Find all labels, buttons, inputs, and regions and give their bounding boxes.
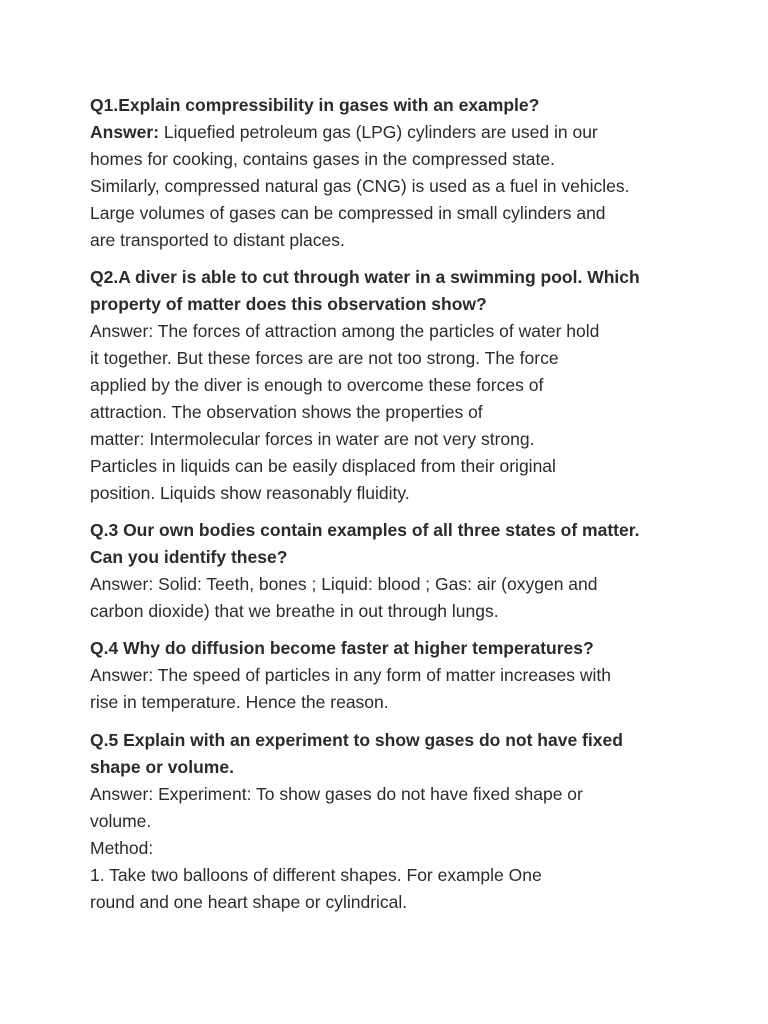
q4-answer-line-1: Answer: The speed of particles in any form of matter increases with xyxy=(90,665,612,685)
q4-question: Q.4 Why do diffusion become faster at higher temperatures? xyxy=(90,638,594,658)
q1-answer-line-3: Similarly, compressed natural gas (CNG) is used as a fuel in vehicles. xyxy=(90,176,630,196)
q5-answer-line-5: round and one heart shape or cylindrical. xyxy=(90,892,408,912)
q5-answer-line-2: volume. xyxy=(90,811,152,831)
q3-question-line-2: Can you identify these? xyxy=(90,547,288,567)
q3-question-line-1: Q.3 Our own bodies contain examples of all three states of matter. xyxy=(90,520,640,540)
q2-answer-line-6: Particles in liquids can be easily displaced from their original xyxy=(90,456,556,476)
q2-answer-line-7: position. Liquids show reasonably fluidity. xyxy=(90,483,410,503)
q1-answer-line-2: homes for cooking, contains gases in the compressed state. xyxy=(90,149,555,169)
q4-answer-line-2: rise in temperature. Hence the reason. xyxy=(90,692,389,712)
q5-answer-line-1: Answer: Experiment: To show gases do not have fixed shape or xyxy=(90,784,583,804)
q5-answer-line-3: Method: xyxy=(90,838,154,858)
q5-question-line-1: Q.5 Explain with an experiment to show gases do not have fixed xyxy=(90,730,623,750)
q5-answer-line-4: 1. Take two balloons of different shapes. For example One xyxy=(90,865,542,885)
q1-answer-line-4: Large volumes of gases can be compressed in small cylinders and xyxy=(90,203,606,223)
q2-answer-line-1: Answer: The forces of attraction among the particles of water hold xyxy=(90,321,600,341)
q3-answer-line-1: Answer: Solid: Teeth, bones ; Liquid: blood ; Gas: air (oxygen and xyxy=(90,574,598,594)
q1-answer-text-1: Liquefied petroleum gas (LPG) cylinders are used in our xyxy=(159,122,598,142)
q5-question-line-2: shape or volume. xyxy=(90,757,234,777)
q2-answer-line-3: applied by the diver is enough to overcome these forces of xyxy=(90,375,544,395)
answer-label: Answer: xyxy=(90,122,160,142)
q2-answer-line-4: attraction. The observation shows the properties of xyxy=(90,402,483,422)
q1-answer-line-5: are transported to distant places. xyxy=(90,230,345,250)
q1-answer-line-1 xyxy=(90,120,598,144)
q2-question-line-2: property of matter does this observation show? xyxy=(90,294,487,314)
q2-question-line-1: Q2.A diver is able to cut through water in a swimming pool. Which xyxy=(90,267,640,287)
q2-answer-line-5: matter: Intermolecular forces in water are not very strong. xyxy=(90,429,535,449)
q2-answer-line-2: it together. But these forces are are not too strong. The force xyxy=(90,348,559,368)
q1-question: Q1.Explain compressibility in gases with an example? xyxy=(90,95,540,115)
q3-answer-line-2: carbon dioxide) that we breathe in out through lungs. xyxy=(90,601,499,621)
